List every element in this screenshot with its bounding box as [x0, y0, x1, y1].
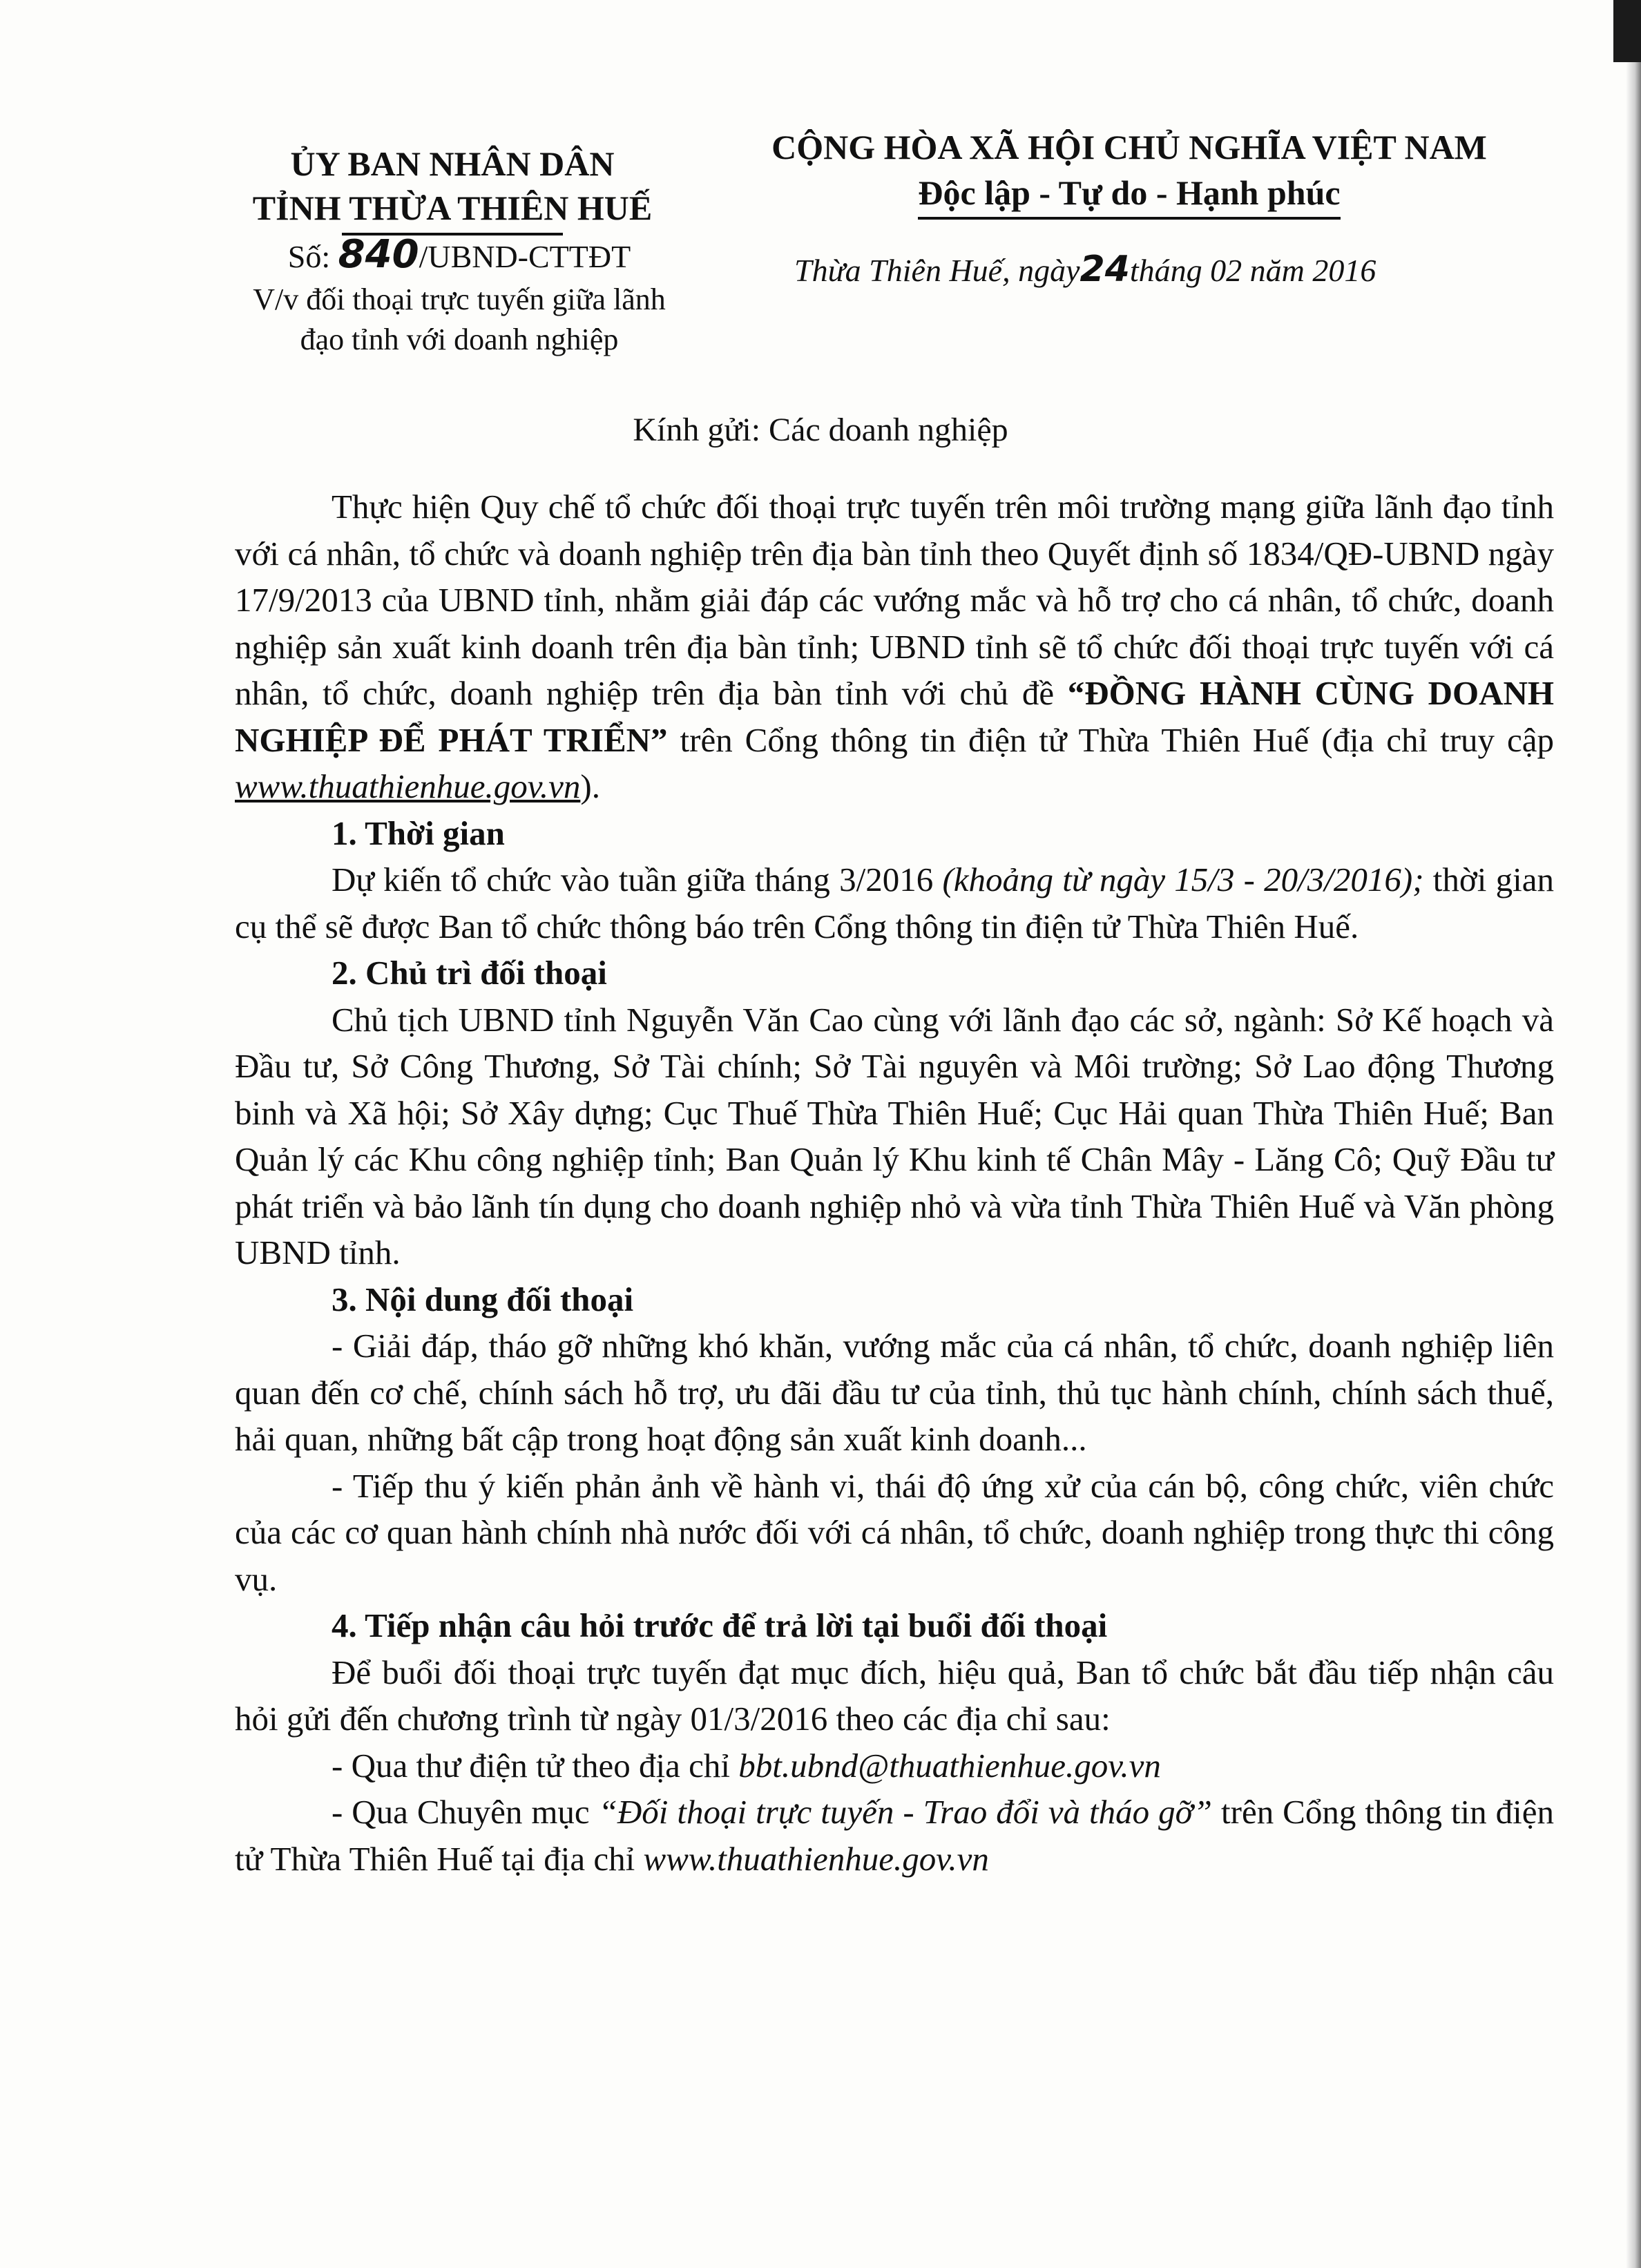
agency-line-1: ỦY BAN NHÂN DÂN	[290, 144, 615, 183]
channel-name: “Đối thoại trực tuyến - Trao đổi và tháo gỡ”	[598, 1793, 1213, 1831]
channel-url-link[interactable]: www.thuathienhue.gov.vn	[643, 1839, 989, 1878]
section-1-text-b: thời gian cụ thể sẽ được Ban tổ chức thông báo trên Cổng thông tin điện tử Thừa Thiên Huế.	[235, 861, 1554, 945]
docno-handwritten: 840	[338, 232, 419, 277]
section-2-heading: 2. Chủ trì đối thoại	[332, 954, 607, 992]
intro-theme: “ĐỒNG HÀNH CÙNG DOANH NGHIỆP ĐỂ PHÁT TRIỂN”	[235, 674, 1554, 759]
docno-prefix: Số:	[287, 239, 338, 274]
docno-suffix: /UBND-CTTĐT	[419, 239, 631, 274]
issuing-agency	[221, 142, 684, 236]
scan-edge-shadow	[1626, 0, 1641, 2268]
section-1-heading: 1. Thời gian	[332, 814, 505, 852]
recipient-line: Kính gửi: Các doanh nghiệp	[633, 412, 1008, 448]
email-prefix: - Qua thư điện tử theo địa chỉ	[332, 1746, 739, 1785]
subject-line-2: đạo tỉnh với doanh nghiệp	[300, 323, 619, 356]
intro-paragraph	[235, 483, 1554, 810]
place-date-line	[794, 249, 1485, 291]
section-3-item-2: - Tiếp thu ý kiến phản ảnh về hành vi, thái độ ứng xử của cán bộ, công chức, viên chức của các cơ quan hành chính nhà nước đối với cá nhân, tổ chức, doanh nghiệp trong thực thi công vụ.	[235, 1466, 1554, 1598]
section-3-heading: 3. Nội dung đối thoại	[332, 1280, 634, 1318]
section-4-heading: 4. Tiếp nhận câu hỏi trước để trả lời tại buổi đối thoại	[332, 1606, 1108, 1644]
section-4-text: Để buổi đối thoại trực tuyến đạt mục đích, hiệu quả, Ban tổ chức bắt đầu tiếp nhận câu hỏi gửi đến chương trình từ ngày 01/3/2016 theo các địa chỉ sau:	[235, 1653, 1554, 1738]
section-1-date-range: (khoảng từ ngày 15/3 - 20/3/2016);	[942, 861, 1424, 898]
intro-text-2: trên Cổng thông tin điện tử Thừa Thiên Huế (địa chỉ truy cập	[667, 720, 1554, 759]
nation-line: CỘNG HÒA XÃ HỘI CHỦ NGHĨA VIỆT NAM	[771, 128, 1487, 166]
document-number	[238, 232, 680, 277]
section-1-text	[235, 856, 1554, 950]
national-heading	[753, 124, 1506, 220]
document-body	[235, 483, 1554, 1882]
section-1-text-a: Dự kiến tổ chức vào tuần giữa tháng 3/2016	[332, 861, 943, 898]
agency-line-2: TỈNH THỪA THIÊN HUẾ	[252, 189, 653, 227]
intro-text-3: ).	[580, 767, 600, 805]
section-2-text: Chủ tịch UBND tỉnh Nguyễn Văn Cao cùng với lãnh đạo các sở, ngành: Sở Kế hoạch và Đầu tư, Sở Công Thương, Sở Tài chính; Sở Tài nguyên và Môi trường; Sở Lao động Thương binh và Xã hội; Sở Xây dựng; Cục Thuế Thừa Thiên Huế; Cục Hải quan Thừa Thiên Huế; Ban Quản lý các Khu công nghiệp tỉnh; Ban Quản lý Khu kinh tế Chân Mây - Lăng Cô; Quỹ Đầu tư phát triển và bảo lãnh tín dụng cho doanh nghiệp nhỏ và vừa tỉnh Thừa Thiên Huế và Văn phòng UBND tỉnh.	[235, 1000, 1554, 1271]
contact-email-link[interactable]: bbt.ubnd@thuathienhue.gov.vn	[738, 1746, 1161, 1785]
section-4-email-line	[235, 1742, 1554, 1789]
subject-line-1: V/v đối thoại trực tuyến giữa lãnh	[253, 282, 666, 316]
document-subject	[238, 280, 680, 360]
channel-suffix: trên Cổng thông tin điện tử Thừa Thiên Huế tại địa chỉ	[235, 1793, 1555, 1878]
scan-corner-mark	[1613, 0, 1641, 62]
date-suffix: tháng 02 năm 2016	[1129, 253, 1376, 288]
portal-url-link[interactable]: www.thuathienhue.gov.vn	[235, 767, 581, 805]
date-day-handwritten: 24	[1079, 249, 1130, 290]
date-prefix: Thừa Thiên Huế, ngày	[794, 253, 1080, 288]
national-motto: Độc lập - Tự do - Hạnh phúc	[918, 170, 1340, 220]
intro-text-1: Thực hiện Quy chế tổ chức đối thoại trực tuyến trên môi trường mạng giữa lãnh đạo tỉnh với cá nhân, tổ chức và doanh nghiệp trên địa bàn tỉnh theo Quyết định số 1834/QĐ-UBND ngày 17/9/2013 của UBND tỉnh, nhằm giải đáp các vướng mắc và hỗ trợ cho cá nhân, tổ chức, doanh nghiệp sản xuất kinh doanh trên địa bàn tỉnh; UBND tỉnh sẽ tổ chức đối thoại trực tuyến với cá nhân, tổ chức, doanh nghiệp trên địa bàn tỉnh với chủ đề	[235, 488, 1554, 712]
channel-prefix: - Qua Chuyên mục	[332, 1793, 599, 1831]
section-3-item-1: - Giải đáp, tháo gỡ những khó khăn, vướng mắc của cá nhân, tổ chức, doanh nghiệp liên quan đến cơ chế, chính sách hỗ trợ, ưu đãi đầu tư của tỉnh, thủ tục hành chính, chính sách thuế, hải quan, những bất cập trong hoạt động sản xuất kinh doanh...	[235, 1327, 1554, 1458]
section-4-channel-line	[235, 1789, 1554, 1882]
